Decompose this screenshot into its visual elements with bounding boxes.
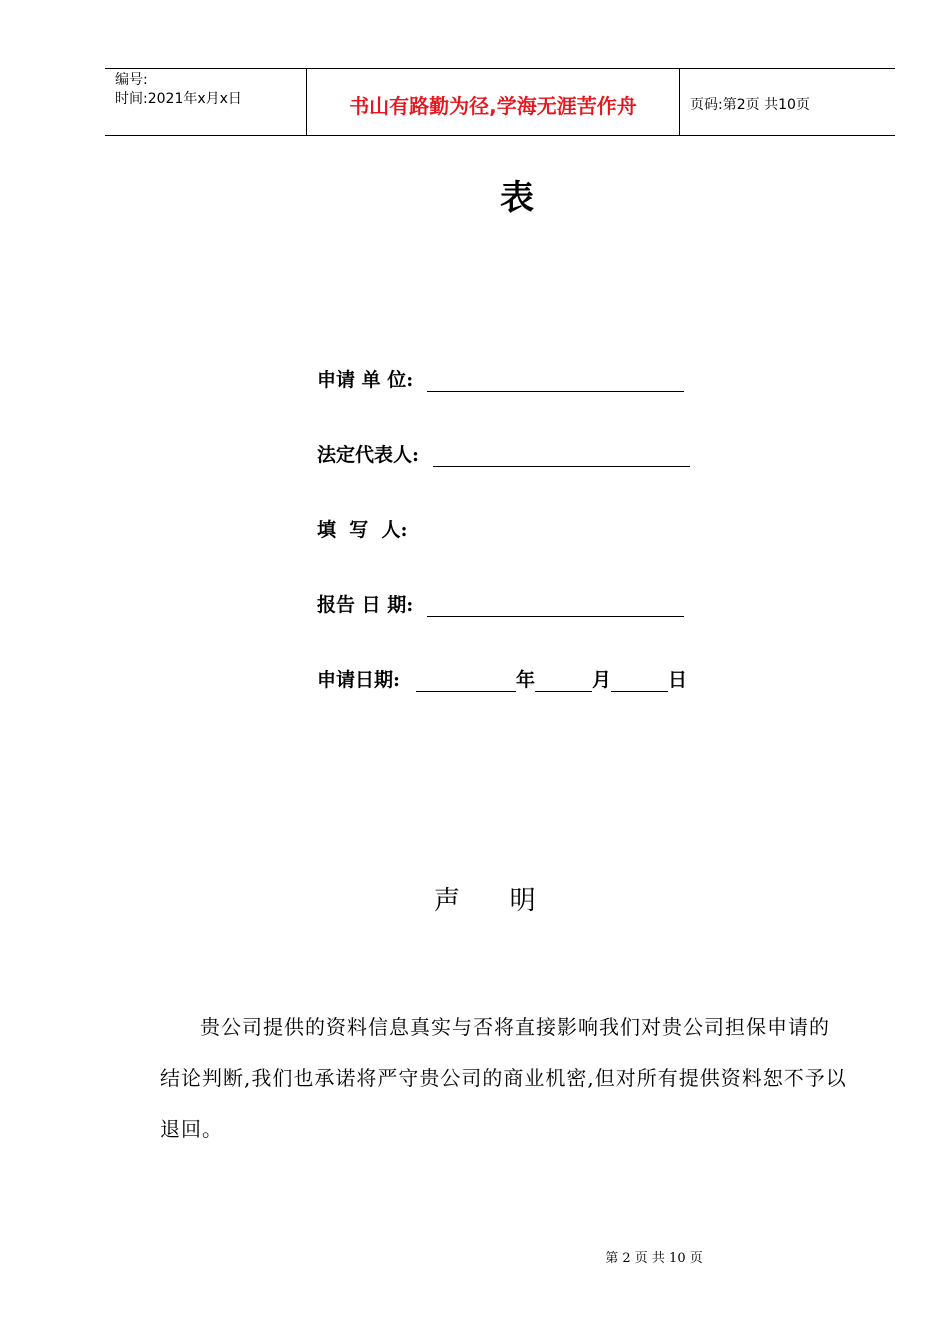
apply-date-row — [317, 662, 687, 692]
page-info-text: 页码:第2页 共10页 — [690, 97, 810, 113]
legal-rep-label: 法定代表人: — [317, 444, 420, 466]
declaration-body: 贵公司提供的资料信息真实与否将直接影响我们对贵公司担保申请的结论判断,我们也承诺将严守贵公司的商业机密,但对所有提供资料恕不予以退回。 — [160, 1015, 847, 1141]
page-heading: 表 — [500, 178, 534, 218]
report-date-label: 报告 日 期: — [317, 594, 414, 616]
report-date-blank[interactable] — [427, 594, 684, 617]
apply-day-blank[interactable] — [611, 669, 668, 692]
page-footer: 第 2 页 共 10 页 — [605, 1251, 703, 1266]
document-number-label: 编号: — [115, 72, 148, 88]
applicant-blank[interactable] — [427, 369, 684, 392]
apply-date-label: 申请日期: — [317, 669, 401, 691]
month-label: 月 — [592, 669, 612, 691]
report-date-row — [317, 587, 684, 617]
year-label: 年 — [516, 669, 536, 691]
header-motto — [307, 69, 680, 135]
legal-rep-row — [317, 437, 690, 467]
applicant-row — [317, 362, 684, 392]
header-page-info — [680, 69, 895, 135]
document-time-label: 时间:2021年x月x日 — [115, 91, 242, 107]
legal-rep-blank[interactable] — [433, 444, 690, 467]
apply-year-blank[interactable] — [416, 669, 516, 692]
filler-row — [317, 512, 407, 542]
page-header — [105, 68, 895, 136]
motto-text: 书山有路勤为径,学海无涯苦作舟 — [349, 93, 637, 118]
applicant-label: 申请 单 位: — [317, 369, 414, 391]
apply-month-blank[interactable] — [535, 669, 592, 692]
day-label: 日 — [668, 669, 688, 691]
header-meta — [105, 69, 307, 135]
declaration-title: 声 明 — [434, 886, 536, 916]
filler-label: 填 写 人: — [317, 519, 408, 541]
